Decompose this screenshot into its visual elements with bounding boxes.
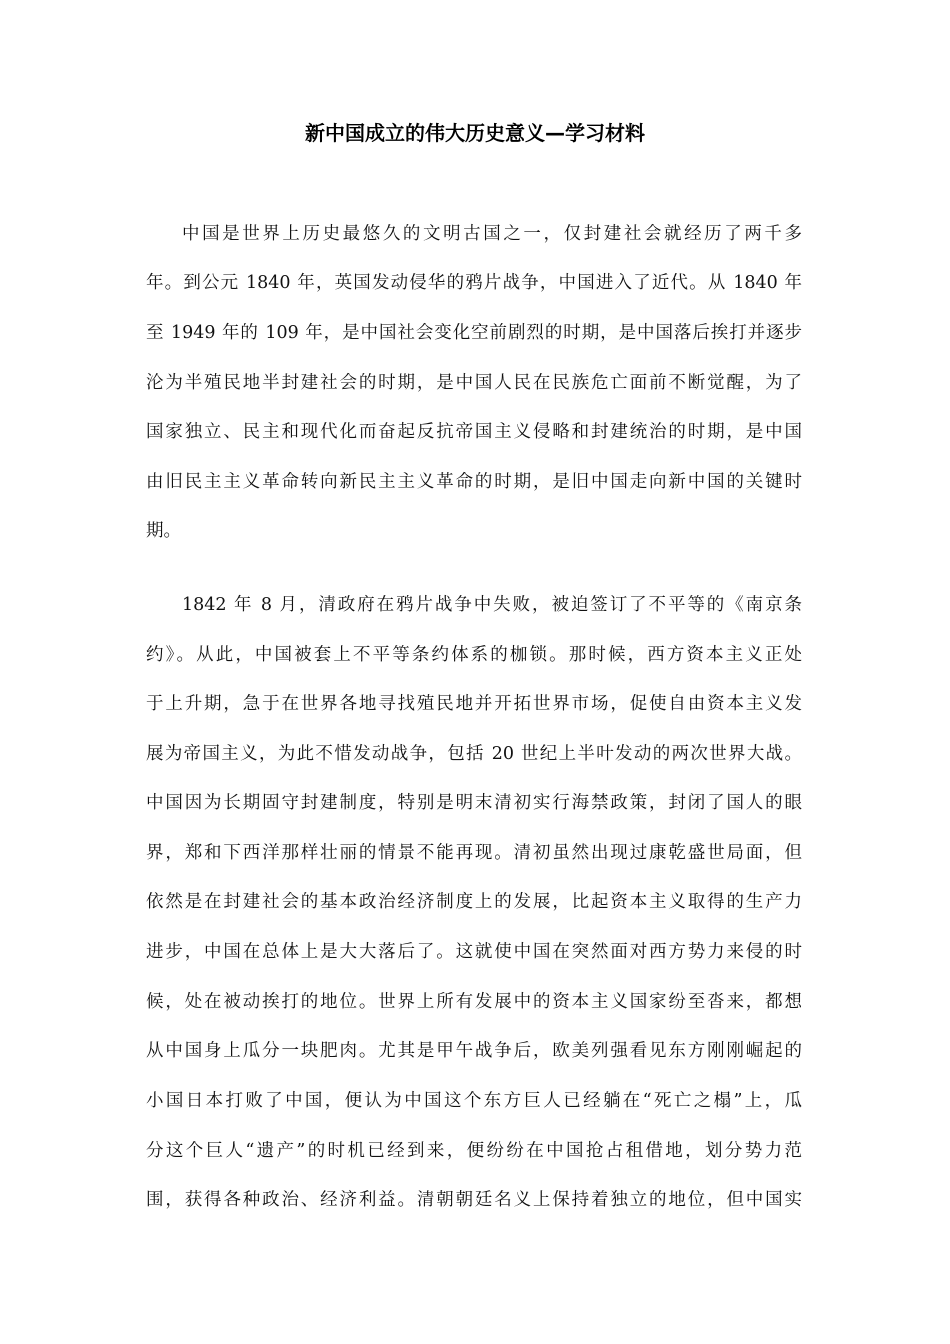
paragraph-line: 期。 [146,521,181,541]
paragraph-line: 中国是世界上历史最悠久的文明古国之一，仅封建社会就经历了两千多 [182,224,802,244]
paragraph-line: 由旧民主主义革命转向新民主主义革命的时期，是旧中国走向新中国的关键时 [146,472,802,492]
paragraph-line: 国家独立、民主和现代化而奋起反抗帝国主义侵略和封建统治的时期，是中国 [146,422,802,442]
paragraph-line: 依然是在封建社会的基本政治经济制度上的发展，比起资本主义取得的生产力 [146,892,802,912]
paragraph-line: 从中国身上瓜分一块肥肉。尤其是甲午战争后，欧美列强看见东方刚刚崛起的 [146,1041,802,1061]
paragraph-line: 进步，中国在总体上是大大落后了。这就使中国在突然面对西方势力来侵的时 [146,942,802,962]
paragraph-line: 围，获得各种政治、经济利益。清朝朝廷名义上保持着独立的地位，但中国实 [146,1190,802,1210]
paragraph-line: 小国日本打败了中国，便认为中国这个东方巨人已经躺在“死亡之榻”上，瓜 [146,1091,802,1111]
paragraph-line: 分这个巨人“遗产”的时机已经到来，便纷纷在中国抢占租借地，划分势力范 [146,1141,802,1161]
paragraph-line: 至 1949 年的 109 年，是中国社会变化空前剧烈的时期，是中国落后挨打并逐步 [146,323,802,343]
paragraph-line: 中国因为长期固守封建制度，特别是明末清初实行海禁政策，封闭了国人的眼 [146,793,802,813]
paragraph-line: 界，郑和下西洋那样壮丽的情景不能再现。清初虽然出现过康乾盛世局面，但 [146,843,802,863]
document-title: 新中国成立的伟大历史意义—学习材料 [305,121,645,145]
paragraph-line: 年。到公元 1840 年，英国发动侵华的鸦片战争，中国进入了近代。从 1840 年 [146,273,802,293]
paragraph-line: 1842 年 8 月，清政府在鸦片战争中失败，被迫签订了不平等的《南京条 [182,595,802,615]
paragraph-line: 展为帝国主义，为此不惜发动战争，包括 20 世纪上半叶发动的两次世界大战。 [146,744,802,764]
paragraph-line: 约》。从此，中国被套上不平等条约体系的枷锁。那时候，西方资本主义正处 [146,645,802,665]
paragraph-line: 于上升期，急于在世界各地寻找殖民地并开拓世界市场，促使自由资本主义发 [146,694,802,714]
paragraph-line: 候，处在被动挨打的地位。世界上所有发展中的资本主义国家纷至沓来，都想 [146,992,802,1012]
paragraph-line: 沦为半殖民地半封建社会的时期，是中国人民在民族危亡面前不断觉醒，为了 [146,373,802,393]
